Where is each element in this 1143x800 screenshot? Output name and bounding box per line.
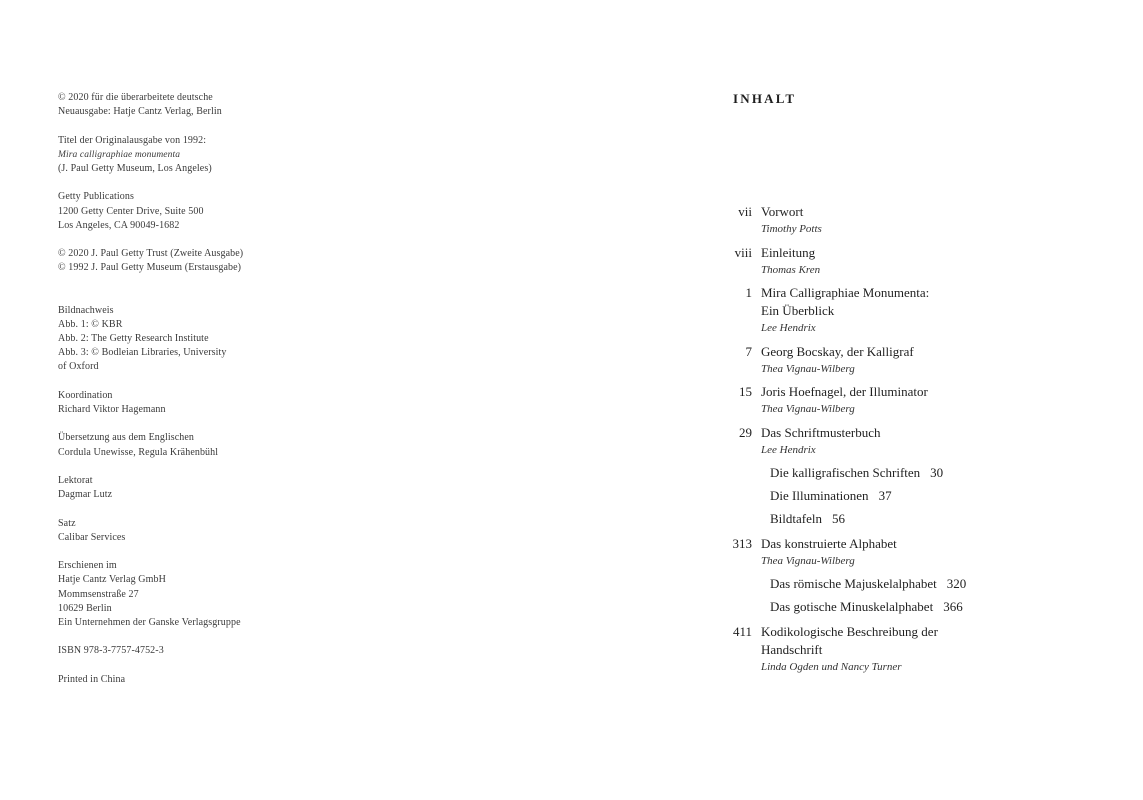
toc-title: Joris Hoefnagel, der Illuminator <box>761 384 928 399</box>
colophon-line: Übersetzung aus dem Englischen <box>58 432 195 444</box>
toc-subentry-page: 366 <box>943 599 963 614</box>
toc-subentry-title: Das gotische Minuskelalphabet <box>770 599 934 614</box>
colophon-line: Mommsenstraße 27 <box>58 588 139 600</box>
toc-page-number: 313 <box>732 535 752 551</box>
colophon-line: Cordula Unewisse, Regula Krähenbühl <box>58 446 219 458</box>
printed-in: Printed in China <box>58 673 126 685</box>
translation-block <box>58 431 358 459</box>
toc-page-number: 411 <box>732 623 752 639</box>
toc-subentry <box>700 487 1030 505</box>
toc-subentry-page: 30 <box>930 465 944 480</box>
isbn-block <box>58 644 358 658</box>
toc-entry-vorwort <box>700 203 1030 237</box>
toc-subentry <box>700 510 1030 528</box>
table-of-contents <box>700 203 1030 681</box>
toc-subentry-title: Bildtafeln <box>770 511 822 526</box>
colophon-line: Bildnachweis <box>58 304 114 316</box>
colophon-line: Getty Publications <box>58 191 134 203</box>
toc-page-number: viii <box>734 244 752 260</box>
colophon-line: Koordination <box>58 389 113 401</box>
toc-page-number: vii <box>738 204 752 219</box>
toc-author: Thea Vignau-Wilberg <box>761 362 855 375</box>
toc-author: Lee Hendrix <box>761 443 816 456</box>
toc-title: Das Schriftmusterbuch <box>761 424 881 440</box>
colophon-line: Erschienen im <box>58 560 117 572</box>
colophon-line: Abb. 1: © KBR <box>58 318 123 330</box>
toc-page-number: 15 <box>739 384 752 399</box>
colophon-line: 1200 Getty Center Drive, Suite 500 <box>58 205 204 217</box>
colophon-line: © 2020 J. Paul Getty Trust (Zweite Ausgabe) <box>58 248 244 260</box>
toc-title: Das konstruierte Alphabet <box>761 535 897 551</box>
toc-subentry <box>700 575 1030 593</box>
toc-entry-hoefnagel <box>700 383 1030 417</box>
toc-page-number: 29 <box>739 424 752 440</box>
colophon-line: Richard Viktor Hagemann <box>58 404 166 415</box>
editing-block <box>58 474 358 502</box>
toc-subentry <box>700 598 1030 616</box>
publisher-block <box>58 559 358 630</box>
colophon-line: Calibar Services <box>58 531 126 543</box>
colophon-line: Dagmar Lutz <box>58 489 113 501</box>
original-title-block <box>58 134 358 177</box>
toc-title: Einleitung <box>761 244 816 260</box>
colophon-line: Hatje Cantz Verlag GmbH <box>58 574 166 586</box>
colophon-line: © 2020 für die überarbeitete deutsche <box>58 92 213 103</box>
toc-heading: INHALT <box>733 91 797 106</box>
toc-entry-schriftmusterbuch <box>700 424 1030 458</box>
toc-subentry <box>700 464 1030 482</box>
typesetting-block <box>58 517 358 545</box>
colophon-line: Titel der Originalausgabe von 1992: <box>58 134 207 146</box>
colophon-line: Neuausgabe: Hatje Cantz Verlag, Berlin <box>58 106 222 118</box>
toc-title: Handschrift <box>761 641 823 657</box>
toc-author: Thea Vignau-Wilberg <box>761 554 855 567</box>
original-title-italic: Mira calligraphiae monumenta <box>58 149 181 160</box>
toc-subentry-title: Das römische Majuskelalphabet <box>770 576 937 591</box>
colophon-line: Abb. 3: © Bodleian Libraries, University <box>58 347 227 359</box>
toc-subentry-page: 56 <box>832 511 845 526</box>
toc-title: Ein Überblick <box>761 303 835 318</box>
colophon-line: 10629 Berlin <box>58 602 112 614</box>
getty-publications-block <box>58 190 358 233</box>
toc-subentry-title: Die Illuminationen <box>770 488 869 503</box>
toc-entry-bocskay <box>700 343 1030 377</box>
copyright-en-block <box>58 247 358 275</box>
credits-block <box>58 304 358 375</box>
toc-entry-ueberblick <box>700 284 1030 336</box>
colophon-line: (J. Paul Getty Museum, Los Angeles) <box>58 163 212 174</box>
coordination-block <box>58 389 358 417</box>
toc-page-number: 1 <box>745 285 752 300</box>
toc-subentry-page: 320 <box>946 576 967 591</box>
toc-author: Timothy Potts <box>761 223 822 235</box>
colophon-line: Abb. 2: The Getty Research Institute <box>58 333 209 344</box>
toc-title: Mira Calligraphiae Monumenta: <box>761 285 930 300</box>
toc-subentries <box>700 464 1030 528</box>
colophon-line: © 1992 J. Paul Getty Museum (Erstausgabe) <box>58 262 242 274</box>
toc-author: Linda Ogden und Nancy Turner <box>761 660 902 673</box>
toc-title: Vorwort <box>761 204 804 219</box>
colophon-line: Satz <box>58 517 76 529</box>
printed-block <box>58 673 358 687</box>
toc-subentry-title: Die kalligrafischen Schriften <box>770 465 921 480</box>
colophon-line: Los Angeles, CA 90049-1682 <box>58 219 180 231</box>
toc-title: Kodikologische Beschreibung der <box>761 623 938 639</box>
toc-entry-kodikologie <box>700 623 1030 675</box>
toc-entry-alphabet <box>700 535 1030 569</box>
toc-title: Georg Bocskay, der Kalligraf <box>761 343 914 359</box>
isbn: ISBN 978-3-7757-4752-3 <box>58 645 164 657</box>
toc-author: Thea Vignau-Wilberg <box>761 403 855 415</box>
toc-author: Lee Hendrix <box>761 322 816 334</box>
colophon-line: Ein Unternehmen der Ganske Verlagsgruppe <box>58 616 241 628</box>
copyright-de-block <box>58 91 358 119</box>
toc-page-number: 7 <box>745 343 752 359</box>
colophon <box>58 91 358 701</box>
toc-subentries <box>700 575 1030 616</box>
toc-author: Thomas Kren <box>761 263 821 276</box>
toc-entry-einleitung <box>700 244 1030 278</box>
toc-subentry-page: 37 <box>878 488 892 503</box>
colophon-line: of Oxford <box>58 361 99 373</box>
colophon-line: Lektorat <box>58 474 93 486</box>
